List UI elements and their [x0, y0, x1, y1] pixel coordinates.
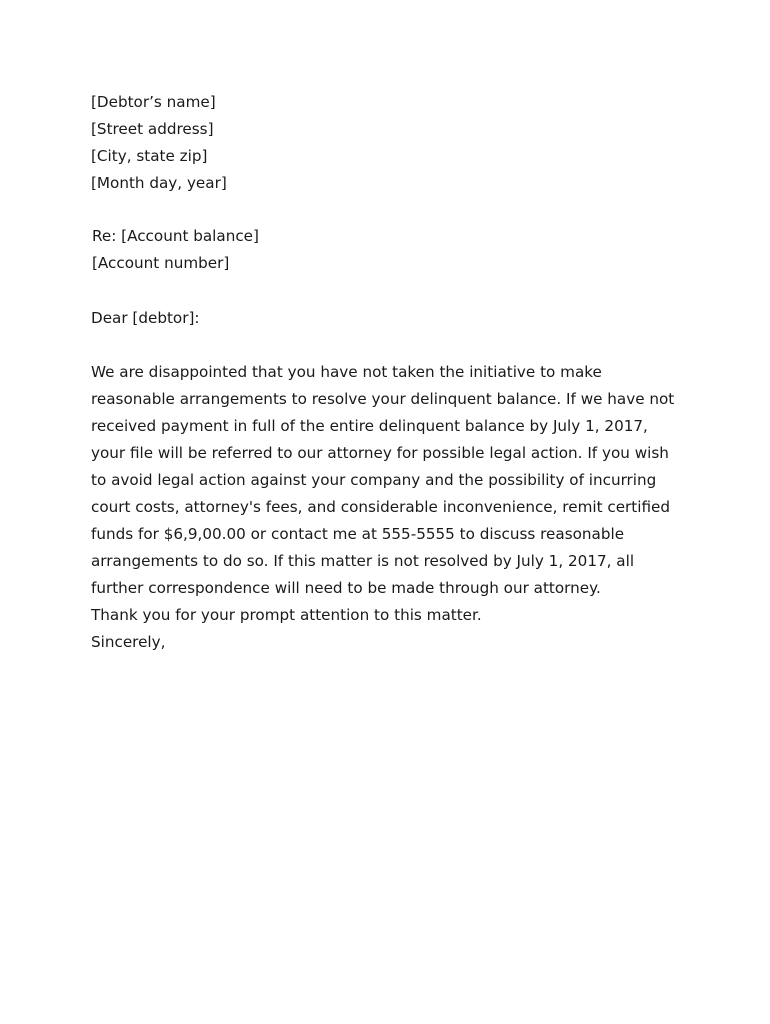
body-line: We are disappointed that you have not taken the initiative to make: [91, 363, 602, 381]
city-state-zip: [City, state zip]: [91, 147, 208, 165]
body-line: your file will be referred to our attorney for possible legal action. If you wish: [91, 444, 669, 462]
account-number-line: [Account number]: [92, 254, 230, 272]
reference-block: [92, 223, 692, 277]
sign-off: Sincerely,: [91, 633, 166, 651]
body-line: reasonable arrangements to resolve your delinquent balance. If we have not: [91, 390, 675, 408]
body-line: funds for $6,9,00.00 or contact me at 555-5555 to discuss reasonable: [91, 525, 625, 543]
salutation-block: [91, 305, 691, 332]
debtor-address-block: [91, 89, 691, 197]
body-line: arrangements to do so. If this matter is not resolved by July 1, 2017, all: [91, 552, 635, 570]
body-line: court costs, attorney's fees, and considerable inconvenience, remit certified: [91, 498, 671, 516]
debtor-name: [Debtor’s name]: [91, 93, 216, 111]
body-line: to avoid legal action against your company and the possibility of incurring: [91, 471, 657, 489]
body-line: further correspondence will need to be made through our attorney.: [91, 579, 601, 597]
letter-date: [Month day, year]: [91, 174, 227, 192]
street-address: [Street address]: [91, 120, 214, 138]
body-line: received payment in full of the entire delinquent balance by July 1, 2017,: [91, 417, 648, 435]
salutation: Dear [debtor]:: [91, 309, 200, 327]
account-balance-line: Re: [Account balance]: [92, 227, 259, 245]
closing-thanks: Thank you for your prompt attention to this matter.: [91, 606, 482, 624]
letter-body: [91, 359, 691, 656]
